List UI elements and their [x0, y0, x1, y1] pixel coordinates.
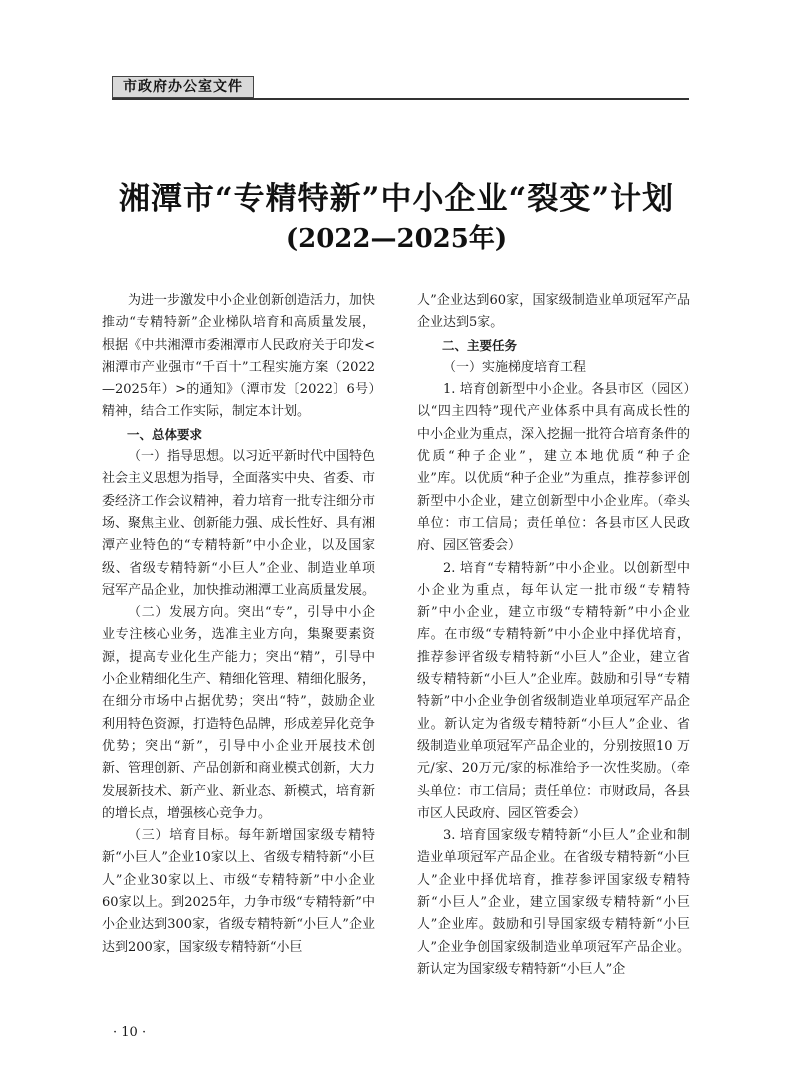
- section-heading: 一、总体要求: [127, 426, 203, 442]
- intro-paragraph: 为进一步激发中小企业创新创造活力，加快推动“专精特新”企业梯队培育和高质量发展，根据《中共湘潭市委湘潭市人民政府关于印发<湘潭市产业强市“千百十”工程实施方案（2022—2025年）>的通知》（潭市发〔2022〕6号）精神，结合工作实际，制定本计划。: [102, 293, 376, 420]
- continued-paragraph: 人”企业达到60家，国家级制造业单项冠军产品企业达到5家。: [417, 293, 690, 331]
- body-paragraph: （一）指导思想。以习近平新时代中国特色社会主义思想为指导，全面落实中央、省委、市委经济工作会议精神，着力培育一批专注细分市场、聚焦主业、创新能力强、成长性好、具有湘潭产业特色的“专精特新”中小企业，以及国家级、省级专精特新“小巨人”企业、制造业单项冠军产品企业，加快推动湘潭工业高质量发展。: [102, 449, 376, 598]
- subsection-heading: （一）实施梯度培育工程: [443, 359, 587, 375]
- document-subtitle-years: (2022—2025年): [285, 224, 508, 254]
- header-rule: [112, 98, 689, 100]
- section-label: 市政府办公室文件: [112, 76, 254, 98]
- body-paragraph: （三）培育目标。每年新增国家级专精特新“小巨人”企业10家以上、省级专精特新“小巨人”企业30家以上、市级“专精特新”中小企业60家以上。到2025年，力争市级“专精特新”中小企业达到300家，省级专精特新“小巨人”企业达到200家，国家级专精特新“小巨: [102, 828, 375, 955]
- page-number: · 10 ·: [113, 1025, 147, 1040]
- body-paragraph: 2. 培育“专精特新”中小企业。以创新型中小企业为重点，每年认定一批市级“专精特新”中小企业，建立市级“专精特新”中小企业库。在市级“专精特新”中小企业中择优培育，推荐参评省级专精特新“小巨人”企业，建立省级专精特新“小巨人”企业库。鼓励和引导“专精特新”中小企业争创省级制造业单项冠军产品企业。新认定为省级专精特新“小巨人”企业、省级制造业单项冠军产品企业的，分别按照10 万元/家、20万元/家的标准给予一次性奖励。（牵头单位：市工信局；责任单位：市财政局，各县市区人民政府、园区管委会）: [417, 560, 691, 821]
- section-header: [112, 76, 689, 100]
- document-title: 湘潭市“专精特新”中小企业“裂变”计划: [118, 181, 675, 217]
- body-paragraph: 1. 培育创新型中小企业。各县市区（园区）以“四主四特”现代产业体系中具有高成长性的中小企业为重点，深入挖掘一批符合培育条件的优质“种子企业”，建立本地优质“种子企业”库。以优质“种子企业”为重点，推荐参评创新型中小企业，建立创新型中小企业库。（牵头单位：市工信局；责任单位：各县市区人民政府、园区管委会）: [417, 382, 691, 554]
- body-paragraph: 3. 培育国家级专精特新“小巨人”企业和制造业单项冠军产品企业。在省级专精特新“小巨人”企业中择优培育，推荐参评国家级专精特新“小巨人”企业，建立国家级专精特新“小巨人”企业库。鼓励和引导国家级专精特新“小巨人”企业争创国家级制造业单项冠军产品企业。新认定为国家级专精特新“小巨人”企: [417, 828, 690, 977]
- right-column: [417, 290, 690, 981]
- section-heading: 二、主要任务: [442, 337, 518, 353]
- body-paragraph: （二）发展方向。突出“专”，引导中小企业专注核心业务，选准主业方向，集聚要素资源，提高专业化生产能力；突出“精”，引导中小企业精细化生产、精细化管理、精细化服务，在细分市场中占据优势；突出“特”，鼓励企业利用特色资源，打造特色品牌，形成差异化竞争优势；突出“新”，引导中小企业开展技术创新、管理创新、产品创新和商业模式创新，大力发展新技术、新产业、新业态、新模式，培育新的增长点，增强核心竞争力。: [102, 605, 376, 821]
- left-column: [102, 290, 375, 959]
